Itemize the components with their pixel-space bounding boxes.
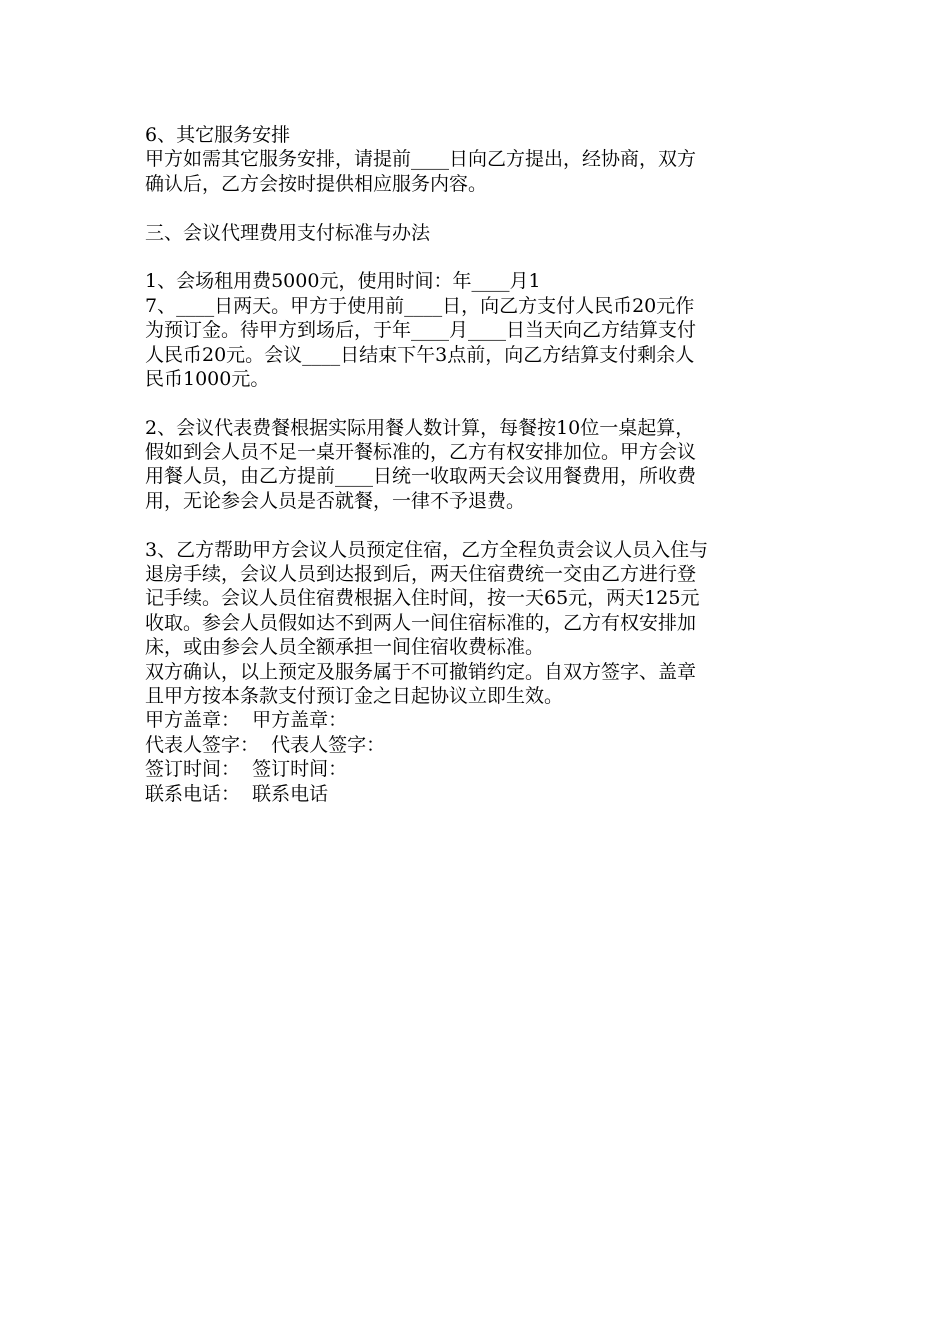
confirmation-line-1: 双方确认，以上预定及服务属于不可撤销约定。自双方签字、盖章: [145, 660, 697, 683]
section-6-line-2: 确认后，乙方会按时提供相应服务内容。: [145, 172, 488, 195]
paragraph-gap: [145, 245, 815, 269]
paragraph-gap: [145, 513, 815, 537]
paragraph-gap: [145, 196, 815, 220]
signature-representative-line: 代表人签字： 代表人签字：: [145, 733, 386, 756]
clause-2-line-4: 用，无论参会人员是否就餐，一律不予退费。: [145, 489, 526, 512]
section-6-heading: 6、其它服务安排: [145, 124, 291, 146]
clause-2-line-1: 2、会议代表费餐根据实际用餐人数计算，每餐按10位一桌起算，: [145, 416, 695, 439]
section-3-title: 三、会议代理费用支付标准与办法: [145, 221, 431, 244]
clause-2-line-2: 假如到会人员不足一桌开餐标准的，乙方有权安排加位。甲方会议: [145, 441, 697, 464]
clause-3-line-3: 记手续。会议人员住宿费根据入住时间，按一天65元，两天125元: [145, 587, 700, 610]
clause-1-line-1: 1、会场租用费5000元，使用时间：年____月1: [145, 270, 541, 293]
clause-1-line-5: 民币1000元。: [145, 367, 270, 390]
confirmation-line-2: 且甲方按本条款支付预订金之日起协议立即生效。: [145, 684, 564, 707]
clause-3-line-5: 床，或由参会人员全额承担一间住宿收费标准。: [145, 636, 545, 659]
clause-3-line-1: 3、乙方帮助甲方会议人员预定住宿，乙方全程负责会议人员入住与: [145, 538, 709, 561]
clause-1-line-2: 7、____日两天。甲方于使用前____日，向乙方支付人民币20元作: [145, 294, 695, 317]
clause-1-line-3: 为预订金。待甲方到场后，于年____月____日当天向乙方结算支付: [145, 319, 697, 342]
clause-3-line-2: 退房手续，会议人员到达报到后，两天住宿费统一交由乙方进行登: [145, 563, 697, 586]
clause-2-line-3: 用餐人员，由乙方提前____日统一收取两天会议用餐费用，所收费: [145, 465, 697, 488]
signature-date-line: 签订时间： 签订时间：: [145, 758, 348, 781]
signature-phone-line: 联系电话： 联系电话: [145, 782, 329, 805]
paragraph-gap: [145, 391, 815, 415]
clause-1-line-4: 人民币20元。会议____日结束下午3点前，向乙方结算支付剩余人: [145, 343, 695, 366]
clause-3-line-4: 收取。参会人员假如达不到两人一间住宿标准的，乙方有权安排加: [145, 611, 697, 634]
section-6-line-1: 甲方如需其它服务安排，请提前____日向乙方提出，经协商，双方: [145, 148, 697, 171]
signature-seal-line: 甲方盖章： 甲方盖章：: [145, 709, 348, 732]
document-page: [145, 123, 815, 806]
